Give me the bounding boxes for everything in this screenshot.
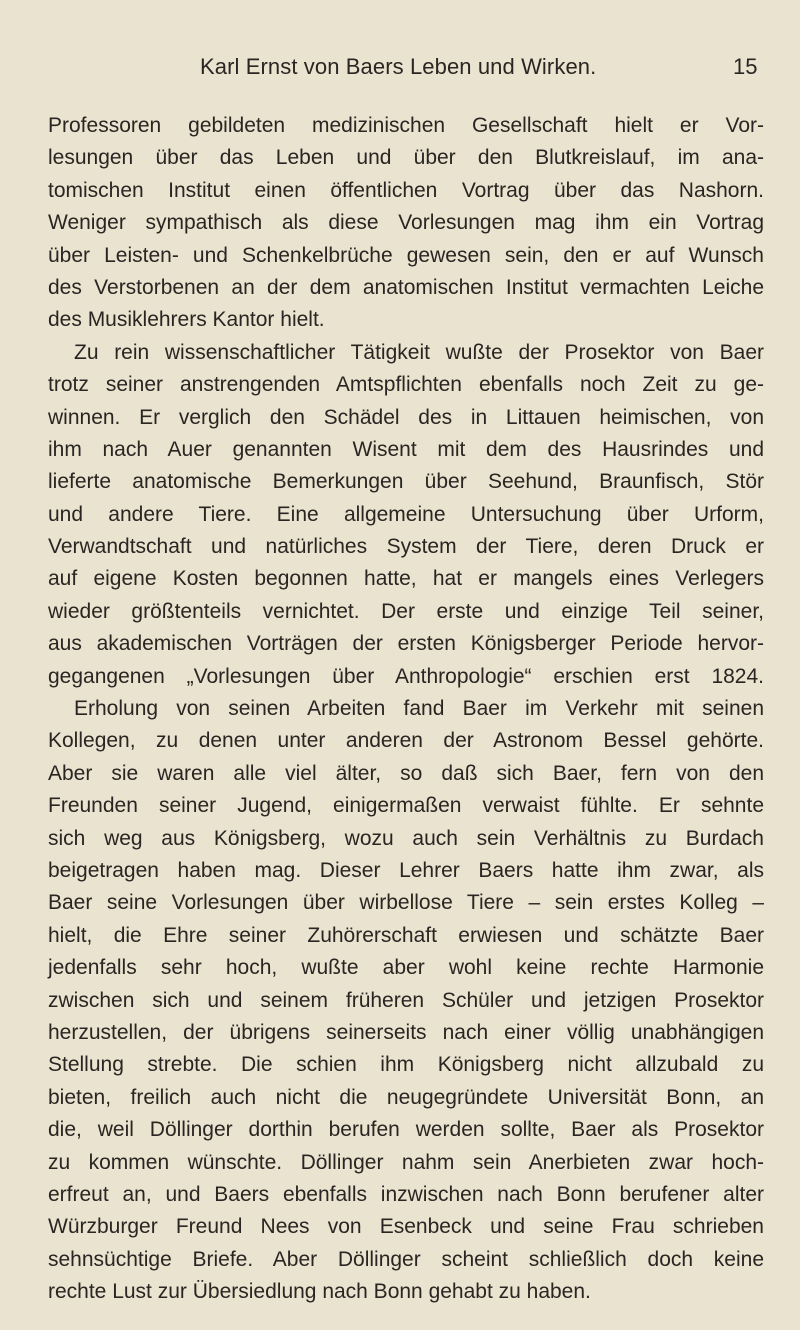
text-line: beigetragen haben mag. Dieser Lehrer Baers hatte ihm zwar, als — [48, 858, 764, 882]
text-line: und andere Tiere. Eine allgemeine Untersuchung über Urform, — [48, 502, 764, 526]
text-line: Stellung strebte. Die schien ihm Königsberg nicht allzubald zu — [48, 1053, 764, 1077]
text-line: sich weg aus Königsberg, wozu auch sein Verhältnis zu Burdach — [48, 826, 764, 850]
text-line: Freunden seiner Jugend, einigermaßen verwaist fühlte. Er sehnte — [48, 794, 764, 818]
text-line: ihm nach Auer genannten Wisent mit dem des Hausrindes und — [48, 437, 764, 461]
text-line: auf eigene Kosten begonnen hatte, hat er mangels eines Verlegers — [48, 567, 764, 591]
text-line: wieder größtenteils vernichtet. Der erste und einzige Teil seiner, — [48, 599, 764, 623]
text-line: bieten, freilich auch nicht die neugegründete Universität Bonn, an — [48, 1085, 764, 1109]
text-line: Weniger sympathisch als diese Vorlesungen mag ihm ein Vortrag — [48, 211, 764, 235]
text-line: Professoren gebildeten medizinischen Gesellschaft hielt er Vor- — [48, 114, 764, 137]
text-line: über Leisten- und Schenkelbrüche gewesen sein, den er auf Wunsch — [48, 243, 764, 267]
text-line: die, weil Döllinger dorthin berufen werden sollte, Baer als Prosektor — [48, 1118, 764, 1142]
text-line: hielt, die Ehre seiner Zuhörerschaft erwiesen und schätzte Baer — [48, 923, 764, 947]
text-line: lesungen über das Leben und über den Blutkreislauf, im ana- — [48, 146, 764, 170]
text-line: trotz seiner anstrengenden Amtspflichten ebenfalls noch Zeit zu ge- — [48, 373, 764, 397]
text-line: Würzburger Freund Nees von Esenbeck und seine Frau schrieben — [48, 1215, 764, 1239]
page-number: 15 — [733, 54, 758, 79]
text-line: zu kommen wünschte. Döllinger nahm sein Anerbieten zwar hoch- — [48, 1150, 764, 1174]
text-line: gegangenen „Vorlesungen über Anthropologie“ erschien erst 1824. — [48, 664, 764, 688]
text-line: tomischen Institut einen öffentlichen Vortrag über das Nashorn. — [48, 178, 764, 202]
text-line: des Verstorbenen an der dem anatomischen Institut vermachten Leiche — [48, 275, 764, 299]
text-line: rechte Lust zur Übersiedlung nach Bonn gehabt zu haben. — [48, 1280, 591, 1304]
text-line: Aber sie waren alle viel älter, so daß sich Baer, fern von den — [48, 761, 764, 785]
text-line: Erholung von seinen Arbeiten fand Baer im Verkehr mit seinen — [74, 697, 764, 721]
text-line: Baer seine Vorlesungen über wirbellose Tiere – sein erstes Kolleg – — [48, 891, 764, 915]
text-line: aus akademischen Vorträgen der ersten Königsberger Periode hervor- — [48, 632, 764, 656]
running-head — [200, 54, 780, 88]
text-line: jedenfalls sehr hoch, wußte aber wohl keine rechte Harmonie — [48, 956, 764, 980]
text-line: Kollegen, zu denen unter anderen der Astronom Bessel gehörte. — [48, 729, 764, 753]
text-line: sehnsüchtige Briefe. Aber Döllinger scheint schließlich doch keine — [48, 1247, 764, 1271]
text-line: des Musiklehrers Kantor hielt. — [48, 308, 325, 332]
text-line: herzustellen, der übrigens seinerseits nach einer völlig unabhängigen — [48, 1020, 764, 1044]
body-text — [48, 110, 764, 1308]
text-line: winnen. Er verglich den Schädel des in Littauen heimischen, von — [48, 405, 764, 429]
text-line: lieferte anatomische Bemerkungen über Seehund, Braunfisch, Stör — [48, 470, 764, 494]
text-line: Verwandtschaft und natürliches System der Tiere, deren Druck er — [48, 535, 764, 559]
text-line: Zu rein wissenschaftlicher Tätigkeit wußte der Prosektor von Baer — [74, 340, 764, 364]
running-title: Karl Ernst von Baers Leben und Wirken. — [200, 54, 597, 79]
text-line: erfreut an, und Baers ebenfalls inzwischen nach Bonn berufener alter — [48, 1182, 764, 1206]
text-line: zwischen sich und seinem früheren Schüler und jetzigen Prosektor — [48, 988, 764, 1012]
